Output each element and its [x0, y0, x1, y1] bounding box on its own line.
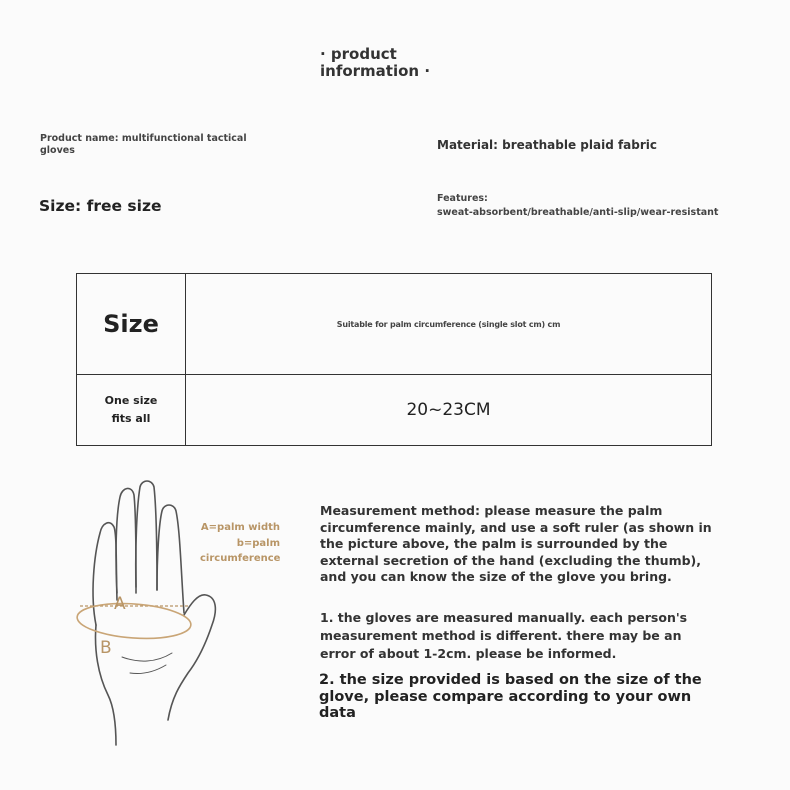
size-name-line-1: One size [104, 394, 158, 407]
note-2-text: 2. the size provided is based on the size of the glove, please compare according to your own data [319, 672, 702, 721]
hand-illustration [60, 475, 240, 750]
material-text: Material: breathable plaid fabric [437, 138, 658, 152]
size-name-cell [77, 375, 186, 446]
marker-a: A [114, 594, 126, 614]
features-value: sweat-absorbent/breathable/anti-slip/wear-resistant [437, 207, 719, 218]
features-label: Features: [437, 193, 488, 204]
size-table [76, 273, 712, 446]
page-title: · product information · [320, 45, 431, 80]
size-header-cell: Size [77, 274, 186, 375]
measurement-method-text: Measurement method: please measure the palm circumference mainly, and use a soft ruler (as shown in the picture above, the palm is surrounded by the external secretion of the hand (excluding the thumb), and you can know the size of the glove you bring. [320, 503, 712, 584]
product-name-text: Product name: multifunctional tactical gloves [40, 133, 247, 156]
size-desc-cell: Suitable for palm circumference (single slot cm) cm [186, 274, 712, 375]
size-range-cell: 20~23CM [186, 375, 712, 446]
hand-legend [200, 520, 280, 567]
size-table-row [77, 375, 712, 446]
note-1-text: 1. the gloves are measured manually. each person's measurement method is different. there may be an error of about 1-2cm. please be informed. [320, 610, 688, 661]
legend-a: A=palm width [200, 522, 280, 533]
size-name-line-2: fits all [111, 412, 151, 425]
size-table-header-row [77, 274, 712, 375]
marker-b: B [100, 638, 112, 658]
legend-b-line-1: b=palm [236, 537, 280, 549]
size-text: Size: free size [39, 197, 162, 215]
legend-b-line-2: circumference [200, 553, 281, 564]
